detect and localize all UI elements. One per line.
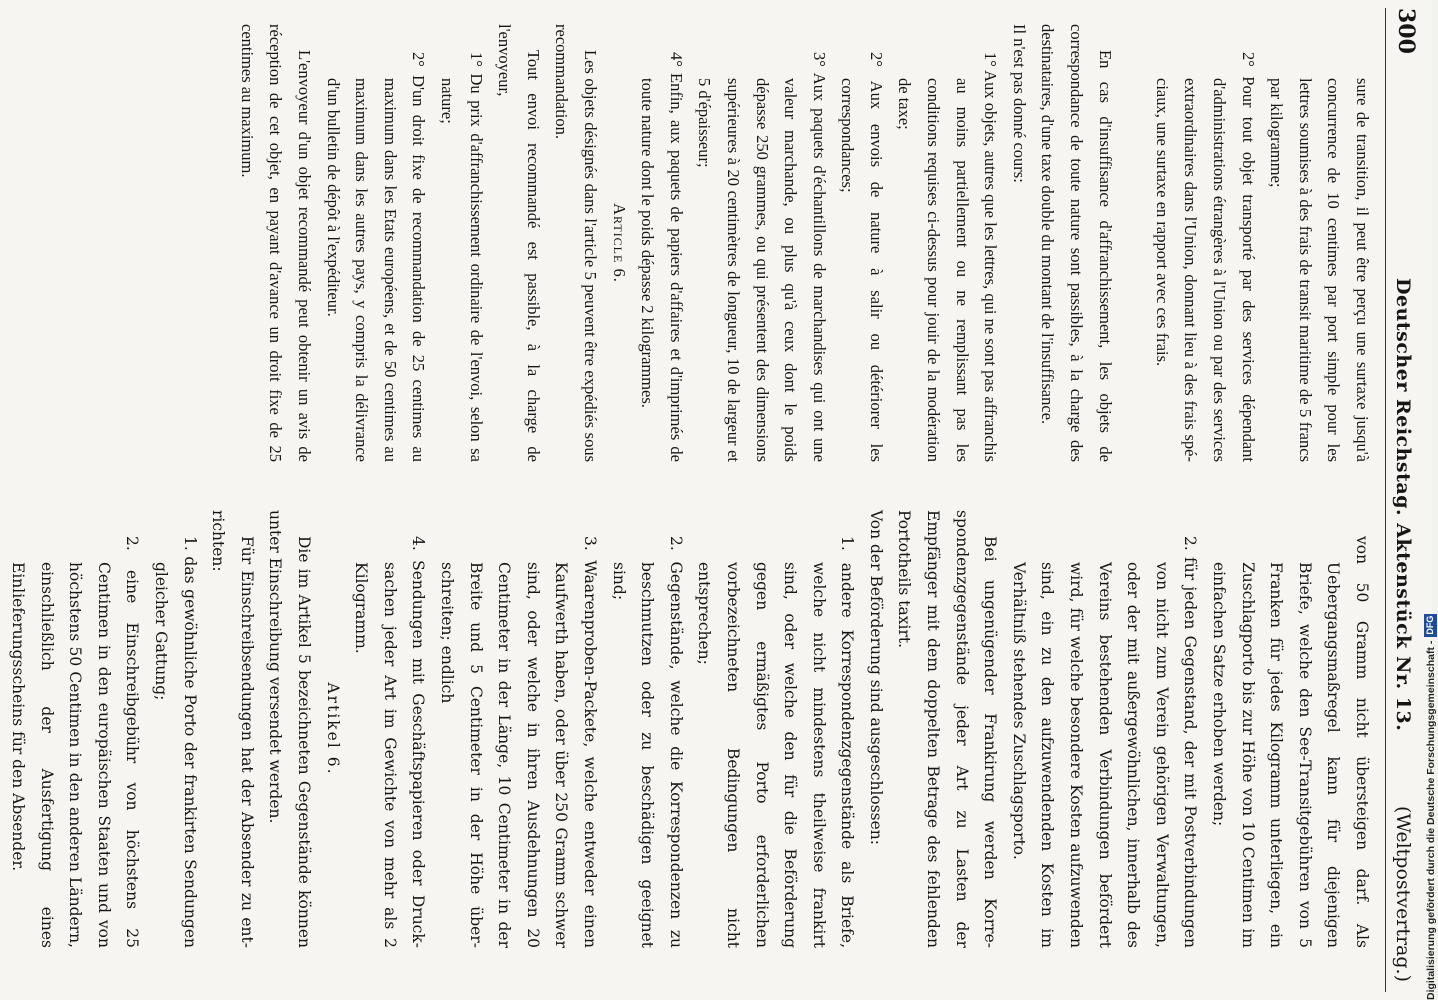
german-paragraph: 2. für jeden Gegenstand, der mit Postverbindungen von nicht zum Verein gehörigen Verwaltungen, oder der mit außergewöhnlichen, innerhalb des Vereins bestehenden Verbindungen befördert wird, für welche besondere Kosten aufzuwenden sind, ein zu den aufzuwendenden Kosten im Verhältniß stehendes Zuschlagsporto. (1009, 536, 1200, 948)
page-header (1385, 8, 1420, 992)
french-paragraph: Tout envoi recommandé est passible, à la charge de l'envoyeur, (495, 24, 543, 462)
german-paragraph: Die im Artikel 5 bezeichneten Gegenstände können unter Einschreibung versendet werden. (266, 510, 314, 948)
french-paragraph: 2° Pour tout objet transporté par des services dépendant d'administrations étrangères à l'Union ou par des services extraordinaires dans l'Union, donnant lieu à des frais spéciaux, une surtaxe en rapport avec ces frais. (1152, 52, 1258, 462)
german-paragraph: 1. andere Korrespondenzgegenstände als Briefe, welche nicht mindestens theilweise frankirt sind, oder welche den für die Beförderung gegen ermäßigtes Porto erforderlichen vorbezeichneten Bedingungen nicht entsprechen; (695, 536, 857, 948)
french-paragraph (1119, 24, 1148, 462)
french-paragraph: Article 6. (609, 203, 629, 283)
dfg-logo: DFG (1425, 615, 1435, 635)
french-paragraph: Les objets désignés dans l'article 5 peuvent être expédiés sous recommandation. (552, 24, 600, 462)
digitization-credit (1424, 614, 1438, 1000)
german-paragraph: 3. Waarenproben-Packete, welche entweder einen Kaufwerth haben, oder über 250 Gramm schwer sind, oder welche in ihren Ausdehnungen 20 Centimeter in der Länge, 10 Centimeter in der Breite und 5 Centimeter in der Höhe überschreiten; endlich (438, 536, 599, 948)
french-paragraph: sure de transition, il peut être perçu une surtaxe jusqu'à concurrence de 10 centimes par port simple pour les lettres soumises à des frais de transit maritime de 5 francs par kilogramme; (1267, 78, 1372, 462)
running-title: Deutscher Reichstag. Aktenstück Nr. 13. (1392, 278, 1414, 732)
german-text-column (9, 510, 1376, 948)
french-paragraph: L'envoyeur d'un objet recommandé peut obtenir un avis de réception de cet objet, en payant d'avance un droit fixe de 25 centimes au maximum. (237, 24, 315, 462)
french-paragraph: 2° Aux envois de nature à salir ou détériorer les correspondances; (838, 52, 886, 462)
german-paragraph (0, 510, 4, 948)
german-paragraph: Bei ungenügender Frankirung werden Korrespondenzgegenstände jeder Art zu Lasten der Empfänger mit dem doppelten Betrage des fehlenden Portotheils taxirt. (895, 510, 1000, 948)
german-paragraph: 4. Sendungen mit Geschäftspapieren oder Drucksachen jeder Art im Gewichte von mehr als 2 Kilogramm. (352, 536, 428, 948)
page-number: 300 (1393, 8, 1419, 54)
french-paragraph: 4° Enfin, aux paquets de papiers d'affaires et d'imprimés de toute nature dont le poids dépasse 2 kilogrammes. (638, 52, 686, 462)
french-paragraph: Il n'est pas donné cours: (1009, 24, 1029, 183)
german-paragraph: Für Einschreibsendungen hat der Absender zu entrichten: (209, 510, 256, 948)
running-subtitle: (Weltpostvertrag.) (1392, 805, 1414, 982)
german-paragraph: Von der Beförderung sind ausgeschlossen: (866, 510, 885, 846)
french-paragraph: 3° Aux paquets d'échantillons de marchandises qui ont une valeur marchande, ou plus qu'à ceux dont le poids dépasse 250 grammes, ou qui présentent des dimensions supérieures à 20 centimètres de longueur, 10 de largeur et 5 d'épaisseur; (695, 52, 829, 462)
credit-text: Digitalisierung gefördert durch die Deutsche Forschungsgemeinschaft - (1425, 640, 1437, 1000)
german-paragraph: Artikel 6. (323, 682, 342, 776)
french-paragraph: 1° Du prix d'affranchissement ordinaire de l'envoi, selon sa nature; (438, 52, 486, 462)
french-text-column (16, 24, 1376, 462)
french-paragraph: En cas d'insuffisance d'affranchissement, les objets de correspondance de toute nature sont passibles, à la charge des destinataires, d'une taxe double du montant de l'insuffisance. (1038, 24, 1115, 462)
german-paragraph: 2. eine Einschreibgebühr von höchstens 25 Centimen in den europäischen Staaten und von höchstens 50 Centimen in den anderen Ländern, einschließlich der Ausfertigung eines Einlieferungsscheins für den Absender. (9, 536, 142, 948)
german-paragraph: 1. das gewöhnliche Porto der frankirten Sendungen gleicher Gattung; (152, 536, 199, 948)
french-paragraph: 1° Aux objets, autres que les lettres, qui ne sont pas affranchis au moins partiellement ou ne remplissant pas les conditions requises ci-dessus pour jouir de la modération de taxe; (895, 52, 1001, 462)
german-paragraph: 2. Gegenstände, welche die Korrespondenzen zu beschmutzen oder zu beschädigen geeignet sind; (609, 536, 685, 948)
french-paragraph: 2° D'un droit fixe de recommandation de 25 centimes au maximum dans les Etats européens, et de 50 centimes au maximum dans les autres pays, y compris la délivrance d'un bulletin de dépôt à l'expéditeur. (323, 52, 429, 462)
german-paragraph: von 50 Gramm nicht übersteigen darf. Als Uebergangsmaßregel kann für diejenigen Briefe, welche den See-Transitgebühren von 5 Franken für jedes Kilogramm unterliegen, ein Zuschlagporto bis zur Höhe von 10 Centimen im einfachen Satze erhoben werden; (1210, 536, 1371, 948)
